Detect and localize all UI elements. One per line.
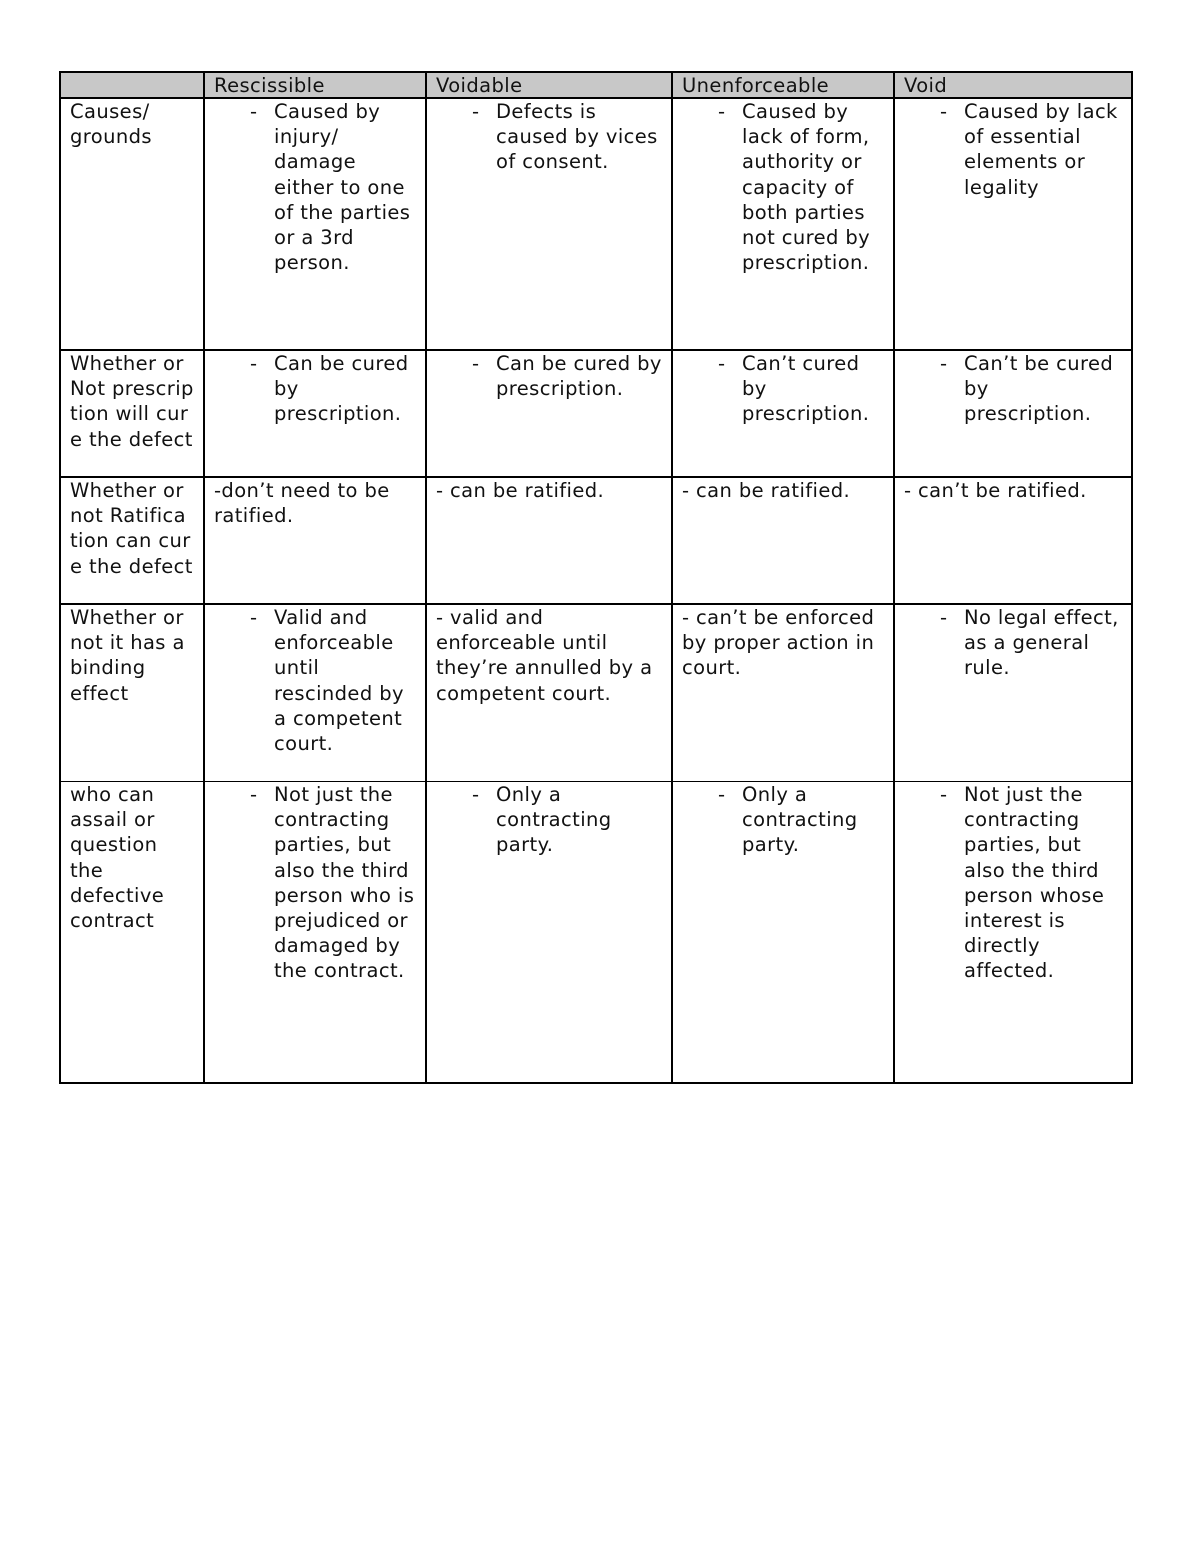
bullet-marker: - — [940, 100, 948, 123]
cell-voidable — [426, 604, 672, 782]
bullet-item — [904, 605, 1122, 681]
header-void: Void — [894, 72, 1132, 98]
bullet-marker: - — [472, 352, 480, 375]
cell-rescissible — [204, 350, 426, 477]
bullet-marker: - — [940, 606, 948, 629]
bullet-item — [436, 351, 662, 401]
cell-unenforceable — [672, 350, 894, 477]
cell-text: - can be ratified. — [436, 479, 605, 502]
cell-rescissible — [204, 477, 426, 604]
cell-text: - can’t be ratified. — [904, 479, 1087, 502]
cell-text: Not just the contracting parties, but also the third person whose interest is directly affected. — [964, 783, 1105, 983]
bullet-marker: - — [250, 352, 258, 375]
contract-defects-comparison-table — [59, 71, 1133, 1084]
cell-unenforceable — [672, 782, 894, 1084]
table-row-prescription — [60, 350, 1132, 477]
cell-text: - can be ratified. — [682, 479, 851, 502]
bullet-item — [214, 605, 416, 756]
bullet-item — [214, 351, 416, 427]
cell-text: Caused by injury/ damage either to one of the parties or a 3rd person. — [274, 100, 411, 275]
cell-text: Only a contracting party. — [742, 783, 858, 857]
cell-text: - valid and enforceable until they’re annulled by a competent court. — [436, 606, 653, 705]
cell-text: Defects is caused by vices of consent. — [496, 100, 658, 174]
header-rescissible: Rescissible — [204, 72, 426, 98]
cell-text: Can be cured by prescription. — [274, 352, 409, 426]
bullet-marker: - — [472, 783, 480, 806]
row-label: Causes/ grounds — [60, 98, 204, 350]
cell-text: Caused by lack of essential elements or legality — [964, 100, 1118, 199]
bullet-item — [682, 782, 884, 858]
bullet-marker: - — [718, 783, 726, 806]
cell-unenforceable — [672, 477, 894, 604]
cell-rescissible — [204, 782, 426, 1084]
cell-void — [894, 350, 1132, 477]
cell-text: Only a contracting party. — [496, 783, 612, 857]
bullet-marker: - — [250, 783, 258, 806]
bullet-item — [436, 782, 662, 858]
cell-text: Can’t cured by prescription. — [742, 352, 870, 426]
cell-text: No legal effect, as a general rule. — [964, 606, 1119, 680]
cell-unenforceable — [672, 98, 894, 350]
header-voidable: Voidable — [426, 72, 672, 98]
cell-text: Can be cured by prescription. — [496, 352, 662, 401]
bullet-item — [682, 99, 884, 275]
bullet-marker: - — [940, 783, 948, 806]
row-label: Whether or not it has a binding effect — [60, 604, 204, 782]
cell-text: Valid and enforceable until rescinded by a competent court. — [274, 606, 404, 756]
cell-void — [894, 98, 1132, 350]
cell-rescissible — [204, 604, 426, 782]
table-header-row — [60, 72, 1132, 98]
bullet-item — [904, 782, 1122, 984]
bullet-item — [904, 99, 1122, 200]
cell-voidable — [426, 98, 672, 350]
header-corner-cell — [60, 72, 204, 98]
bullet-item — [214, 99, 416, 275]
cell-unenforceable — [672, 604, 894, 782]
bullet-marker: - — [718, 352, 726, 375]
bullet-item — [436, 99, 662, 175]
bullet-item — [682, 351, 884, 427]
cell-void — [894, 782, 1132, 1084]
bullet-item — [214, 782, 416, 984]
cell-void — [894, 604, 1132, 782]
bullet-marker: - — [472, 100, 480, 123]
row-label: Whether or Not prescription will cure the defect — [60, 350, 204, 477]
header-unenforceable: Unenforceable — [672, 72, 894, 98]
cell-void — [894, 477, 1132, 604]
cell-text: Can’t be cured by prescription. — [964, 352, 1114, 426]
row-label: Whether or not Ratification can cure the defect — [60, 477, 204, 604]
cell-voidable — [426, 350, 672, 477]
bullet-marker: - — [940, 352, 948, 375]
bullet-item — [904, 351, 1122, 427]
row-label: who can assail or question the defective contract — [60, 782, 204, 1084]
cell-rescissible — [204, 98, 426, 350]
bullet-marker: - — [250, 100, 258, 123]
cell-text: - can’t be enforced by proper action in court. — [682, 606, 875, 680]
bullet-marker: - — [250, 606, 258, 629]
bullet-marker: - — [718, 100, 726, 123]
table-row-binding-effect — [60, 604, 1132, 782]
table-row-who-can-assail — [60, 782, 1132, 1084]
cell-text: -don’t need to be ratified. — [214, 479, 390, 528]
table-row-ratification — [60, 477, 1132, 604]
cell-voidable — [426, 477, 672, 604]
cell-voidable — [426, 782, 672, 1084]
cell-text: Not just the contracting parties, but also the third person who is prejudiced or damaged by the contract. — [274, 783, 415, 983]
table-row-causes-grounds — [60, 98, 1132, 350]
cell-text: Caused by lack of form, authority or capacity of both parties not cured by prescription. — [742, 100, 871, 275]
